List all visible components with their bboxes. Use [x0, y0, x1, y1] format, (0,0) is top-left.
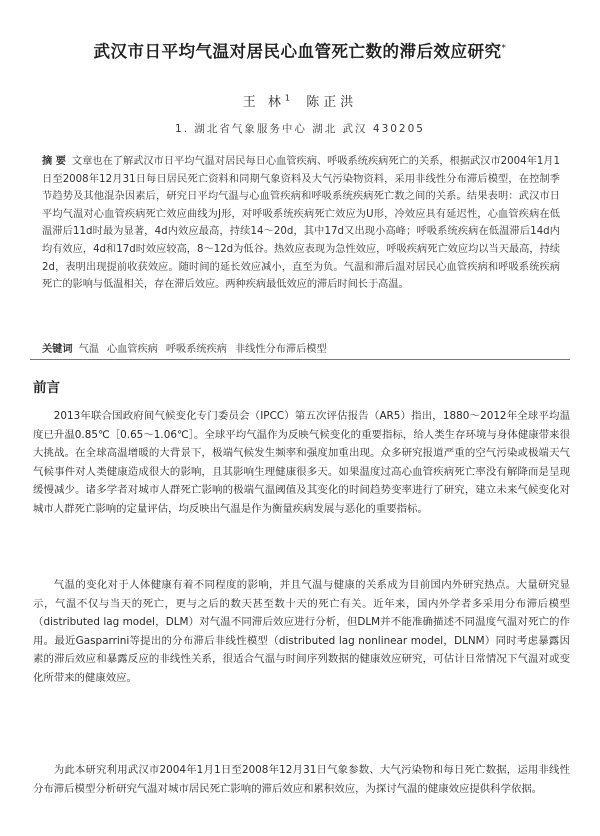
abstract-label: 摘 要 [42, 156, 66, 167]
abstract-text: 文章也在了解武汉市日平均气温对居民每日心血管疾病、呼吸系统疾病死亡的关系，根据武汉市2004年1月1日至2008年12月31日每日居民死亡资料和同期气象资料及大气污染物资料，采用非线性分布滞后模型，在控制季节趋势及其他混杂因素后，研究日平均气温与心血管疾病和呼吸系统疾病死亡数之间的关系。结果表明：武汉市日平均气温对心血管疾病死亡效应曲线为J形，对呼吸系统疾病死亡效应为U形，冷效应具有延迟性，心血管疾病在低温滞后11d时最为显著，4d内效应最高，持续14～20d，其中17d又出现小高峰；呼吸系统疾病在低温滞后14d内均有效应，4d和17d时效应较高，8～12d为低谷。热效应表现为急性效应，呼吸疾病死亡效应均以当天最高，持续2d，表明出现提前收获效应。随时间的延长效应减小，直至为负。气温和滞后温对居民心血管疾病和呼吸系统疾病死亡的影响与低温相关，存在滞后效应。两种疾病最低效应的滞后时间长于高温。 [42, 156, 560, 291]
author-line [30, 91, 570, 110]
author-1: 王 林 [242, 95, 285, 110]
title-footnote-mark: * [501, 43, 507, 54]
keyword: 气温 [78, 344, 99, 355]
intro-paragraph-2: 气温的变化对于人体健康有着不同程度的影响，并且气温与健康的关系成为目前国内外研究热点。大量研究显示，气温不仅与当天的死亡，更与之后的数天甚至数十天的死亡有关。近年来，国内外学者多采用分布滞后模型（distributed lag model，DLM）对气温不同滞后效应进行分析，但DLM并不能准确描述不同温度气温对死亡的作用。最近Gasparrini等提出的分布滞后非线性模型（distributed lag nonlinear model，DLNM）同时考虑暴露因素的滞后效应和暴露反应的非线性关系，很适合气温与时间序列数据的健康效应研究，可估计日常情况下气温对或变化所带来的健康效应。 [33, 579, 570, 684]
section-heading-intro: 前言 [33, 380, 60, 396]
keywords [42, 342, 560, 358]
keyword: 非线性分布滞后模型 [235, 344, 327, 355]
author-1-affiliation-mark: 1 [284, 93, 290, 103]
keywords-label: 关键词 [42, 344, 73, 355]
affiliation: 1. 湖北省气象服务中心 湖北 武汉 430205 [175, 123, 425, 135]
intro-paragraph-1: 2013年联合国政府间气候变化专门委员会（IPCC）第五次评估报告（AR5）指出，1880～2012年全球平均温度已升温0.85℃［0.65～1.06℃］。全球平均气温作为反映气候变化的重要指标，给人类生存环境与身体健康带来很大挑战。在全球高温增暖的大背景下，极端气候发生频率和强度加重出现。众多研究报道严重的空气污染或极端天气气候事件对人类健康造成很大的影响，且其影响生理健康很多天。如果温度过高心血管疾病死亡率没有解降而是呈现缓慢减少。诸多学者对城市人群死亡影响的极端气温阈值及其变化的时间趋势变率进行了研究，建立未来气候变化对城市人群死亡影响的定量评估，均反映出气温是作为衡量疾病发展与恶化的重要指标。 [33, 410, 570, 515]
keyword: 呼吸系统疾病 [165, 344, 227, 355]
author-2: 陈正洪 [306, 95, 358, 110]
abstract [42, 153, 560, 294]
section-divider [30, 359, 570, 360]
title-text: 武汉市日平均气温对居民心血管死亡数的滞后效应研究 [93, 42, 502, 61]
paper-title [30, 38, 570, 62]
intro-paragraph-3: 为此本研究利用武汉市2004年1月1日至2008年12月31日气象参数、大气污染物和每日死亡数据，运用非线性分布滞后模型分析研究气温对城市居民死亡影响的滞后效应和累积效应，为探讨气温的健康效应提供科学依据。 [33, 764, 570, 795]
keyword: 心血管疾病 [106, 344, 158, 355]
